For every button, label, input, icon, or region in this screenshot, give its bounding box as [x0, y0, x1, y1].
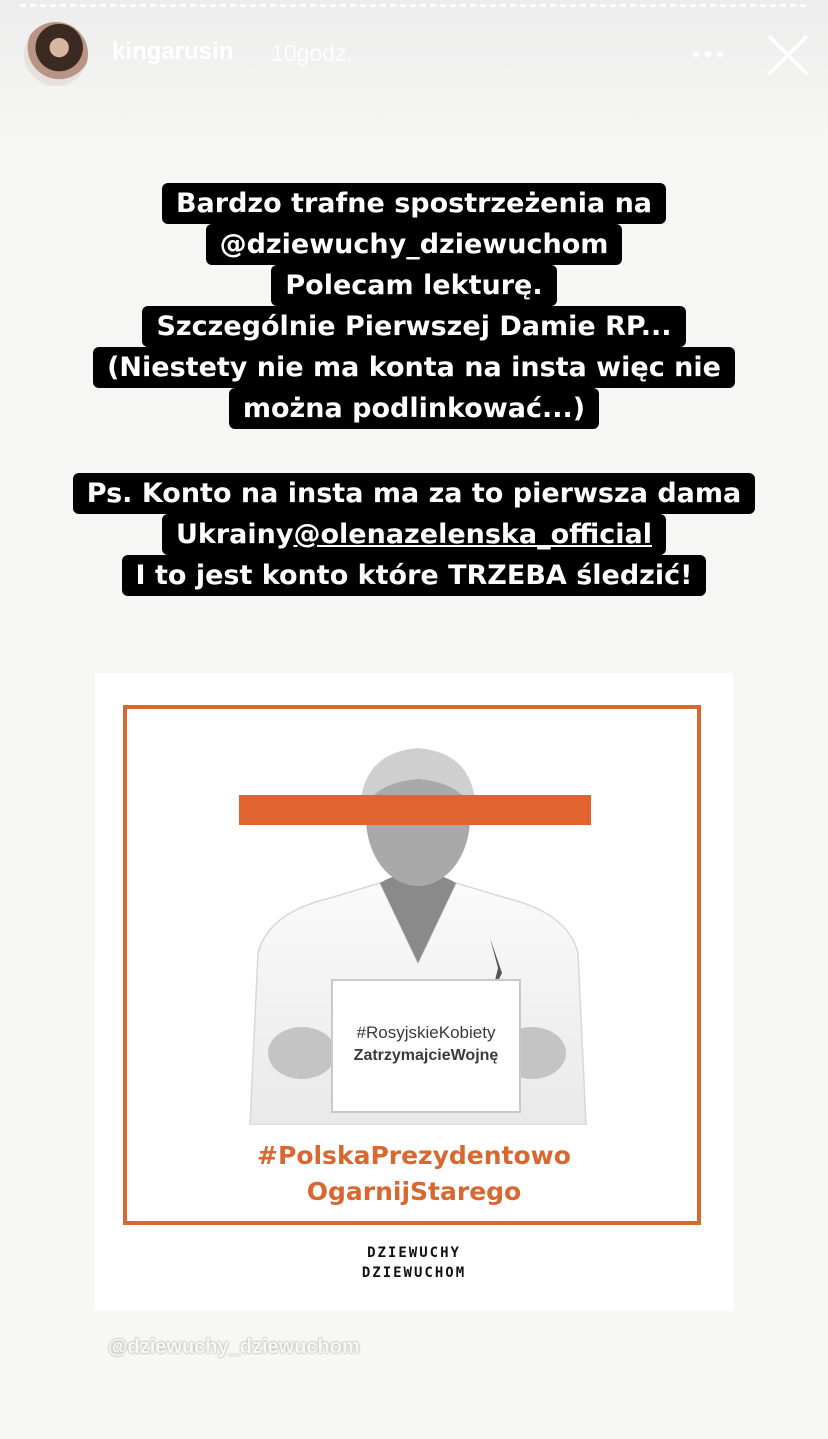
- caption-line: Bardzo trafne spostrzeżenia na: [162, 183, 666, 224]
- caption-line: I to jest konto które TRZEBA śledzić!: [122, 555, 707, 596]
- caption-line: [162, 514, 666, 555]
- protest-sign: [331, 979, 521, 1113]
- caption-line: (Niestety nie ma konta na insta więc nie: [93, 347, 735, 388]
- caption-line: Szczególnie Pierwszej Damie RP...: [142, 306, 685, 347]
- avatar[interactable]: [24, 22, 88, 86]
- story-caption-ps: [0, 473, 828, 596]
- caption-line: Ps. Konto na insta ma za to pierwsza dama: [73, 473, 755, 514]
- censor-bar: [239, 795, 591, 825]
- mention-link[interactable]: @olenazelenska_official: [293, 519, 652, 550]
- caption-mention[interactable]: @dziewuchy_dziewuchom: [206, 224, 623, 265]
- post-time: 10godz.: [271, 40, 353, 66]
- username[interactable]: kingarusin: [112, 38, 234, 65]
- caption-text: Ukrainy: [175, 519, 294, 550]
- brand-line-1: DZIEWUCHY: [367, 1245, 461, 1261]
- brand-line-2: DZIEWUCHOM: [361, 1265, 467, 1281]
- story-header: [0, 0, 828, 110]
- sign-text-2: ZatrzymajcieWojnę: [353, 1047, 499, 1064]
- story-caption-main: [0, 183, 828, 429]
- shared-post-card[interactable]: [95, 673, 733, 1311]
- caption-line: Polecam lekturę.: [271, 265, 556, 306]
- hashtag-line-1: #PolskaPrezydentowo: [257, 1141, 571, 1170]
- sign-text-1: #RosyjskieKobiety: [356, 1023, 496, 1042]
- close-icon[interactable]: [766, 33, 810, 77]
- post-credit-mention[interactable]: @dziewuchy_dziewuchom: [108, 1336, 360, 1358]
- caption-line: można podlinkować...): [229, 388, 599, 429]
- hashtag-line-2: OgarnijStarego: [306, 1177, 522, 1206]
- more-horizontal-icon[interactable]: [690, 40, 726, 68]
